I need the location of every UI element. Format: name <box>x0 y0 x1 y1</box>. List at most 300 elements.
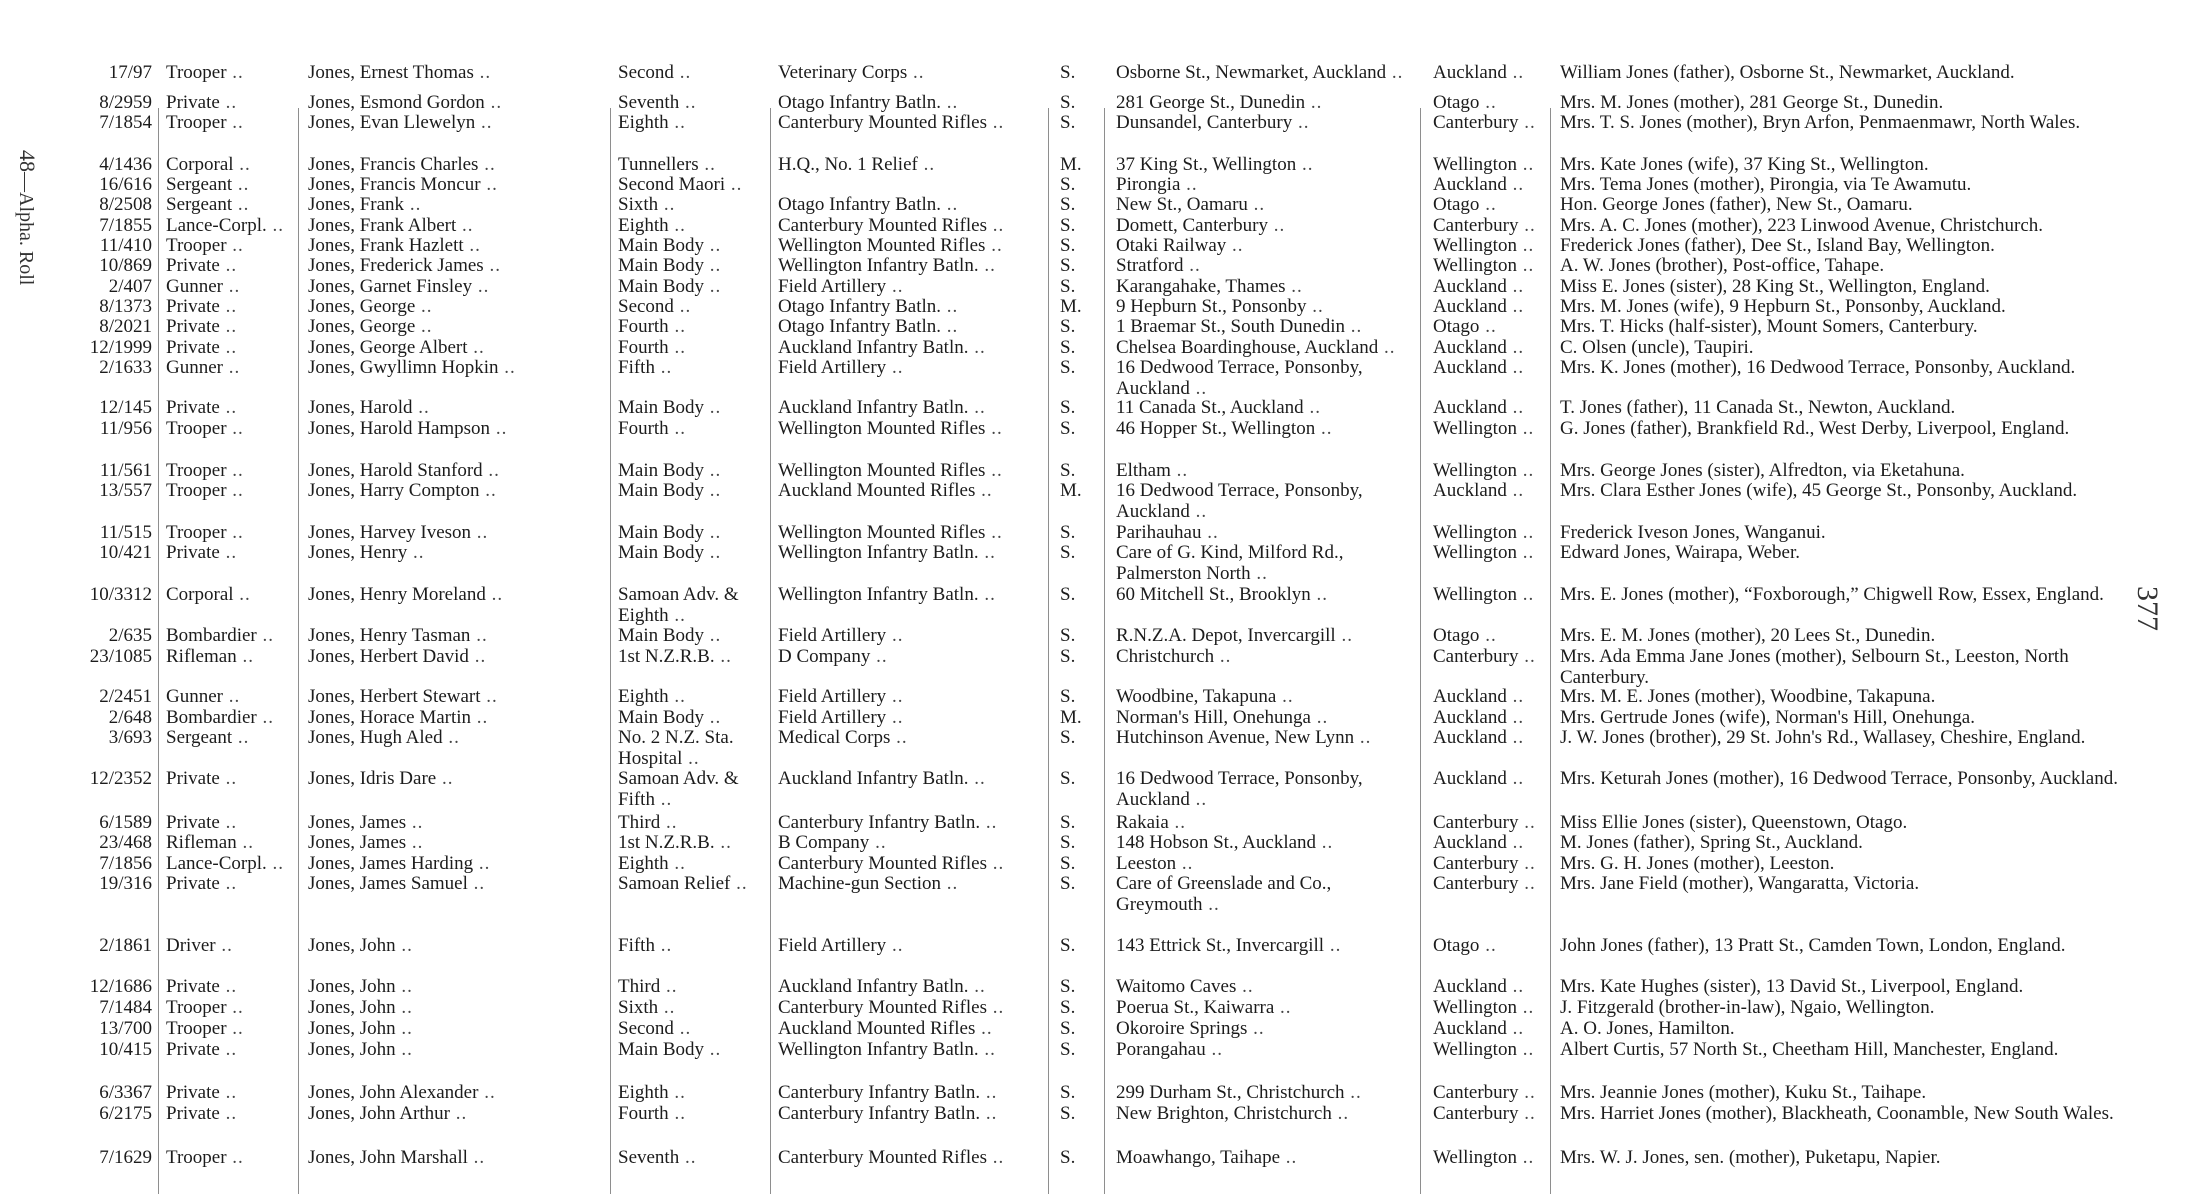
district: Otago .. <box>1433 92 1497 113</box>
last-address: 16 Dedwood Terrace, Ponsonby, Auckland .. <box>1116 768 1416 810</box>
unit: Canterbury Infantry Batln. .. <box>778 812 997 833</box>
draft: Second .. <box>618 296 691 317</box>
roll-number: 6/3367 <box>99 1082 152 1103</box>
roll-number: 2/1633 <box>99 357 152 378</box>
unit: Canterbury Mounted Rifles .. <box>778 997 1004 1018</box>
last-address: Christchurch .. <box>1116 646 1231 667</box>
marital-status: S. <box>1060 584 1076 605</box>
soldier-name: Jones, Horace Martin .. <box>308 707 488 728</box>
district: Canterbury .. <box>1433 873 1536 894</box>
soldier-name: Jones, John .. <box>308 997 413 1018</box>
next-of-kin: Mrs. E. Jones (mother), “Foxborough,” Chigwell Row, Essex, England. <box>1560 584 2104 605</box>
roll-number: 4/1436 <box>99 154 152 175</box>
next-of-kin: Mrs. George Jones (sister), Alfredton, via Eketahuna. <box>1560 460 1965 481</box>
district: Wellington .. <box>1433 522 1534 543</box>
marital-status: S. <box>1060 357 1076 378</box>
soldier-name: Jones, Henry Moreland .. <box>308 584 503 605</box>
soldier-name: Jones, James Harding .. <box>308 853 490 874</box>
marital-status: S. <box>1060 337 1076 358</box>
draft: Samoan Adv. & Fifth .. <box>618 768 768 810</box>
roll-number: 2/648 <box>108 707 152 728</box>
last-address: 1 Braemar St., South Dunedin .. <box>1116 316 1362 337</box>
soldier-name: Jones, Harold .. <box>308 397 430 418</box>
marital-status: S. <box>1060 997 1076 1018</box>
marital-status: M. <box>1060 296 1082 317</box>
draft: Eighth .. <box>618 112 686 133</box>
draft: Second .. <box>618 1018 691 1039</box>
last-address: Osborne St., Newmarket, Auckland .. <box>1116 62 1416 83</box>
soldier-name: Jones, John Arthur .. <box>308 1103 467 1124</box>
district: Canterbury .. <box>1433 646 1536 667</box>
column-divider <box>770 108 771 1194</box>
rank: Trooper .. <box>166 235 244 256</box>
soldier-name: Jones, Hugh Aled .. <box>308 727 460 748</box>
marital-status: S. <box>1060 1147 1076 1168</box>
rank: Private .. <box>166 542 237 563</box>
draft: Fifth .. <box>618 935 672 956</box>
draft: Eighth .. <box>618 1082 686 1103</box>
district: Wellington .. <box>1433 460 1534 481</box>
district: Auckland .. <box>1433 276 1524 297</box>
roll-number: 8/2508 <box>99 194 152 215</box>
roll-number: 11/561 <box>99 460 152 481</box>
draft: Second Maori .. <box>618 174 742 195</box>
rank: Rifleman .. <box>166 832 254 853</box>
last-address: 9 Hepburn St., Ponsonby .. <box>1116 296 1324 317</box>
soldier-name: Jones, Idris Dare .. <box>308 768 453 789</box>
roll-number: 11/410 <box>99 235 152 256</box>
column-divider <box>1550 108 1551 1194</box>
right-page-number: 377 <box>2131 586 2164 631</box>
district: Auckland .. <box>1433 707 1524 728</box>
rank: Private .. <box>166 873 237 894</box>
rank: Corporal .. <box>166 154 251 175</box>
draft: Main Body .. <box>618 460 721 481</box>
draft: Sixth .. <box>618 997 675 1018</box>
soldier-name: Jones, Harvey Iveson .. <box>308 522 488 543</box>
roll-number: 12/145 <box>99 397 152 418</box>
marital-status: S. <box>1060 460 1076 481</box>
marital-status: S. <box>1060 1082 1076 1103</box>
column-divider <box>1048 108 1049 1194</box>
column-divider <box>610 108 611 1194</box>
draft: Fourth .. <box>618 316 686 337</box>
soldier-name: Jones, John .. <box>308 1039 413 1060</box>
unit: Auckland Mounted Rifles .. <box>778 480 993 501</box>
marital-status: S. <box>1060 873 1076 894</box>
district: Wellington .. <box>1433 997 1534 1018</box>
district: Auckland .. <box>1433 1018 1524 1039</box>
next-of-kin: Mrs. W. J. Jones, sen. (mother), Puketapu, Napier. <box>1560 1147 1941 1168</box>
soldier-name: Jones, Henry .. <box>308 542 424 563</box>
last-address: Rakaia .. <box>1116 812 1186 833</box>
draft: Second .. <box>618 62 691 83</box>
next-of-kin: Miss Ellie Jones (sister), Queenstown, Otago. <box>1560 812 1908 833</box>
last-address: Woodbine, Takapuna .. <box>1116 686 1294 707</box>
last-address: Waitomo Caves .. <box>1116 976 1254 997</box>
marital-status: S. <box>1060 812 1076 833</box>
draft: Fifth .. <box>618 357 672 378</box>
roll-number: 2/407 <box>108 276 152 297</box>
district: Auckland .. <box>1433 62 1524 83</box>
roll-number: 10/421 <box>99 542 152 563</box>
rank: Trooper .. <box>166 112 244 133</box>
next-of-kin: J. Fitzgerald (brother-in-law), Ngaio, Wellington. <box>1560 997 1935 1018</box>
district: Auckland .. <box>1433 832 1524 853</box>
left-page-number: 48 <box>15 150 40 172</box>
roll-number: 10/3312 <box>89 584 152 605</box>
rank: Trooper .. <box>166 1018 244 1039</box>
rank: Trooper .. <box>166 62 244 83</box>
district: Auckland .. <box>1433 174 1524 195</box>
next-of-kin: Mrs. M. Jones (wife), 9 Hepburn St., Ponsonby, Auckland. <box>1560 296 2006 317</box>
marital-status: S. <box>1060 255 1076 276</box>
roll-number: 12/1999 <box>89 337 152 358</box>
soldier-name: Jones, Harold Hampson .. <box>308 418 507 439</box>
next-of-kin: Mrs. T. Hicks (half-sister), Mount Somers, Canterbury. <box>1560 316 1978 337</box>
next-of-kin: A. O. Jones, Hamilton. <box>1560 1018 1735 1039</box>
marital-status: S. <box>1060 625 1076 646</box>
last-address: Stratford .. <box>1116 255 1201 276</box>
rank: Private .. <box>166 768 237 789</box>
last-address: 16 Dedwood Terrace, Ponsonby, Auckland .. <box>1116 357 1416 399</box>
last-address: 37 King St., Wellington .. <box>1116 154 1313 175</box>
roll-number: 2/635 <box>108 625 152 646</box>
rank: Sergeant .. <box>166 194 249 215</box>
next-of-kin: G. Jones (father), Brankfield Rd., West Derby, Liverpool, England. <box>1560 418 2070 439</box>
unit: Canterbury Mounted Rifles .. <box>778 215 1004 236</box>
marital-status: S. <box>1060 174 1076 195</box>
draft: Main Body .. <box>618 625 721 646</box>
draft: 1st N.Z.R.B. .. <box>618 646 732 667</box>
unit: Wellington Infantry Batln. .. <box>778 584 996 605</box>
unit: Medical Corps .. <box>778 727 908 748</box>
rank: Lance-Corpl. .. <box>166 215 284 236</box>
roll-number: 10/415 <box>99 1039 152 1060</box>
unit: Field Artillery .. <box>778 707 903 728</box>
last-address: 46 Hopper St., Wellington .. <box>1116 418 1332 439</box>
soldier-name: Jones, Henry Tasman .. <box>308 625 488 646</box>
next-of-kin: Mrs. Ada Emma Jane Jones (mother), Selbourn St., Leeston, North Canterbury. <box>1560 646 2069 688</box>
last-address: Domett, Canterbury .. <box>1116 215 1285 236</box>
rank: Trooper .. <box>166 460 244 481</box>
soldier-name: Jones, John Alexander .. <box>308 1082 496 1103</box>
unit: Wellington Mounted Rifles .. <box>778 522 1003 543</box>
unit: Canterbury Mounted Rifles .. <box>778 853 1004 874</box>
last-address: New St., Oamaru .. <box>1116 194 1265 215</box>
next-of-kin: Mrs. G. H. Jones (mother), Leeston. <box>1560 853 1835 874</box>
next-of-kin: Mrs. Keturah Jones (mother), 16 Dedwood Terrace, Ponsonby, Auckland. <box>1560 768 2118 789</box>
district: Canterbury .. <box>1433 1082 1536 1103</box>
roll-number: 8/1373 <box>99 296 152 317</box>
district: Wellington .. <box>1433 154 1534 175</box>
unit: Field Artillery .. <box>778 935 903 956</box>
unit: Wellington Mounted Rifles .. <box>778 460 1003 481</box>
rank: Trooper .. <box>166 522 244 543</box>
district: Otago .. <box>1433 625 1497 646</box>
next-of-kin: J. W. Jones (brother), 29 St. John's Rd., Wallasey, Cheshire, England. <box>1560 727 2086 748</box>
rank: Private .. <box>166 976 237 997</box>
district: Canterbury .. <box>1433 1103 1536 1124</box>
last-address: 148 Hobson St., Auckland .. <box>1116 832 1333 853</box>
unit: Field Artillery .. <box>778 686 903 707</box>
roll-number: 6/1589 <box>99 812 152 833</box>
draft: Tunnellers .. <box>618 154 716 175</box>
marital-status: S. <box>1060 1018 1076 1039</box>
last-address: Chelsea Boardinghouse, Auckland .. <box>1116 337 1416 358</box>
marital-status: S. <box>1060 976 1076 997</box>
marital-status: S. <box>1060 853 1076 874</box>
last-address: R.N.Z.A. Depot, Invercargill .. <box>1116 625 1353 646</box>
draft: Main Body .. <box>618 276 721 297</box>
rank: Trooper .. <box>166 480 244 501</box>
next-of-kin: Mrs. M. Jones (mother), 281 George St., Dunedin. <box>1560 92 1944 113</box>
district: Wellington .. <box>1433 235 1534 256</box>
unit: D Company .. <box>778 646 888 667</box>
last-address: Leeston .. <box>1116 853 1193 874</box>
rank: Private .. <box>166 1039 237 1060</box>
unit: Auckland Infantry Batln. .. <box>778 768 986 789</box>
draft: Main Body .. <box>618 707 721 728</box>
marital-status: M. <box>1060 154 1082 175</box>
unit: Auckland Infantry Batln. .. <box>778 976 986 997</box>
marital-status: S. <box>1060 768 1076 789</box>
next-of-kin: Mrs. Harriet Jones (mother), Blackheath, Coonamble, New South Wales. <box>1560 1103 2114 1124</box>
marital-status: S. <box>1060 397 1076 418</box>
last-address: Norman's Hill, Onehunga .. <box>1116 707 1328 728</box>
district: Auckland .. <box>1433 296 1524 317</box>
next-of-kin: Frederick Jones (father), Dee St., Island Bay, Wellington. <box>1560 235 1995 256</box>
district: Wellington .. <box>1433 418 1534 439</box>
rank: Private .. <box>166 397 237 418</box>
next-of-kin: Mrs. A. C. Jones (mother), 223 Linwood Avenue, Christchurch. <box>1560 215 2044 236</box>
soldier-name: Jones, Gwyllimn Hopkin .. <box>308 357 516 378</box>
unit: Otago Infantry Batln. .. <box>778 316 958 337</box>
last-address: Hutchinson Avenue, New Lynn .. <box>1116 727 1371 748</box>
unit: Field Artillery .. <box>778 357 903 378</box>
marital-status: S. <box>1060 62 1076 83</box>
next-of-kin: John Jones (father), 13 Pratt St., Camden Town, London, England. <box>1560 935 2066 956</box>
rank: Corporal .. <box>166 584 251 605</box>
roll-number: 11/515 <box>99 522 152 543</box>
district: Auckland .. <box>1433 976 1524 997</box>
soldier-name: Jones, Francis Moncur .. <box>308 174 498 195</box>
soldier-name: Jones, Frederick James .. <box>308 255 501 276</box>
district: Otago .. <box>1433 316 1497 337</box>
last-address: Eltham .. <box>1116 460 1188 481</box>
rank: Private .. <box>166 316 237 337</box>
column-divider <box>1104 108 1105 1194</box>
next-of-kin: A. W. Jones (brother), Post-office, Tahape. <box>1560 255 1885 276</box>
roll-number: 17/97 <box>108 62 152 83</box>
draft: Eighth .. <box>618 853 686 874</box>
unit: B Company .. <box>778 832 887 853</box>
draft: Eighth .. <box>618 215 686 236</box>
marital-status: S. <box>1060 316 1076 337</box>
rank: Lance-Corpl. .. <box>166 853 284 874</box>
next-of-kin: Edward Jones, Wairapa, Weber. <box>1560 542 1800 563</box>
roll-side-title <box>14 150 40 285</box>
soldier-name: Jones, James Samuel .. <box>308 873 485 894</box>
district: Auckland .. <box>1433 397 1524 418</box>
district: Canterbury .. <box>1433 853 1536 874</box>
unit: Auckland Infantry Batln. .. <box>778 397 986 418</box>
roll-number: 7/1484 <box>99 997 152 1018</box>
next-of-kin: Mrs. K. Jones (mother), 16 Dedwood Terrace, Ponsonby, Auckland. <box>1560 357 2076 378</box>
next-of-kin: Mrs. Jane Field (mother), Wangaratta, Victoria. <box>1560 873 1920 894</box>
next-of-kin: Albert Curtis, 57 North St., Cheetham Hill, Manchester, England. <box>1560 1039 2059 1060</box>
roll-number: 23/468 <box>99 832 152 853</box>
unit: Wellington Infantry Batln. .. <box>778 542 996 563</box>
rank: Bombardier .. <box>166 707 274 728</box>
soldier-name: Jones, James .. <box>308 812 423 833</box>
soldier-name: Jones, George .. <box>308 316 433 337</box>
soldier-name: Jones, John .. <box>308 976 413 997</box>
unit: Auckland Infantry Batln. .. <box>778 337 986 358</box>
unit: H.Q., No. 1 Relief .. <box>778 154 935 175</box>
roll-number: 7/1629 <box>99 1147 152 1168</box>
draft: Third .. <box>618 812 677 833</box>
draft: Seventh .. <box>618 92 696 113</box>
last-address: 143 Ettrick St., Invercargill .. <box>1116 935 1341 956</box>
rank: Private .. <box>166 812 237 833</box>
unit: Field Artillery .. <box>778 276 903 297</box>
last-address: 281 George St., Dunedin .. <box>1116 92 1322 113</box>
last-address: Otaki Railway .. <box>1116 235 1244 256</box>
soldier-name: Jones, Francis Charles .. <box>308 154 496 175</box>
last-address: Karangahake, Thames .. <box>1116 276 1303 297</box>
roll-number: 19/316 <box>99 873 152 894</box>
draft: Main Body .. <box>618 1039 721 1060</box>
soldier-name: Jones, Frank Albert .. <box>308 215 474 236</box>
roll-number: 11/956 <box>99 418 152 439</box>
rank: Rifleman .. <box>166 646 254 667</box>
district: Wellington .. <box>1433 1039 1534 1060</box>
district: Auckland .. <box>1433 727 1524 748</box>
marital-status: S. <box>1060 1103 1076 1124</box>
unit: Wellington Mounted Rifles .. <box>778 235 1003 256</box>
rank: Gunner .. <box>166 357 240 378</box>
next-of-kin: Mrs. Clara Esther Jones (wife), 45 George St., Ponsonby, Auckland. <box>1560 480 2078 501</box>
next-of-kin: Mrs. Tema Jones (mother), Pirongia, via Te Awamutu. <box>1560 174 1972 195</box>
roll-number: 8/2959 <box>99 92 152 113</box>
next-of-kin: Hon. George Jones (father), New St., Oamaru. <box>1560 194 1913 215</box>
roll-number: 7/1854 <box>99 112 152 133</box>
draft: Main Body .. <box>618 522 721 543</box>
roll-title-text: —Alpha. Roll <box>15 172 37 286</box>
district: Auckland .. <box>1433 337 1524 358</box>
unit: Otago Infantry Batln. .. <box>778 92 958 113</box>
draft: Samoan Adv. & Eighth .. <box>618 584 768 626</box>
soldier-name: Jones, Herbert David .. <box>308 646 486 667</box>
last-address: Pirongia .. <box>1116 174 1198 195</box>
district: Wellington .. <box>1433 584 1534 605</box>
rank: Sergeant .. <box>166 174 249 195</box>
marital-status: S. <box>1060 1039 1076 1060</box>
last-address: 60 Mitchell St., Brooklyn .. <box>1116 584 1328 605</box>
soldier-name: Jones, Herbert Stewart .. <box>308 686 498 707</box>
soldier-name: Jones, Harry Compton .. <box>308 480 497 501</box>
last-address: 11 Canada St., Auckland .. <box>1116 397 1321 418</box>
draft: 1st N.Z.R.B. .. <box>618 832 732 853</box>
rank: Private .. <box>166 1082 237 1103</box>
draft: Fourth .. <box>618 1103 686 1124</box>
draft: Main Body .. <box>618 397 721 418</box>
last-address: Moawhango, Taihape .. <box>1116 1147 1297 1168</box>
roll-number: 12/1686 <box>89 976 152 997</box>
unit: Auckland Mounted Rifles .. <box>778 1018 993 1039</box>
next-of-kin: Mrs. Kate Jones (wife), 37 King St., Wellington. <box>1560 154 1929 175</box>
marital-status: S. <box>1060 542 1076 563</box>
soldier-name: Jones, Frank .. <box>308 194 421 215</box>
soldier-name: Jones, George Albert .. <box>308 337 485 358</box>
marital-status: S. <box>1060 646 1076 667</box>
roll-number: 8/2021 <box>99 316 152 337</box>
draft: Main Body .. <box>618 235 721 256</box>
roll-number: 7/1856 <box>99 853 152 874</box>
roll-number: 3/693 <box>108 727 152 748</box>
rank: Sergeant .. <box>166 727 249 748</box>
soldier-name: Jones, Frank Hazlett .. <box>308 235 481 256</box>
soldier-name: Jones, John .. <box>308 1018 413 1039</box>
rank: Trooper .. <box>166 1147 244 1168</box>
unit: Canterbury Infantry Batln. .. <box>778 1082 997 1103</box>
unit: Wellington Infantry Batln. .. <box>778 255 996 276</box>
district: Auckland .. <box>1433 686 1524 707</box>
soldier-name: Jones, Evan Llewelyn .. <box>308 112 493 133</box>
last-address: Porangahau .. <box>1116 1039 1223 1060</box>
district: Auckland .. <box>1433 480 1524 501</box>
unit: Otago Infantry Batln. .. <box>778 194 958 215</box>
unit: Canterbury Mounted Rifles .. <box>778 112 1004 133</box>
roll-number: 16/616 <box>99 174 152 195</box>
district: Wellington .. <box>1433 542 1534 563</box>
column-divider <box>1420 108 1421 1194</box>
next-of-kin: Mrs. Jeannie Jones (mother), Kuku St., Taihape. <box>1560 1082 1927 1103</box>
marital-status: S. <box>1060 215 1076 236</box>
soldier-name: Jones, Harold Stanford .. <box>308 460 500 481</box>
next-of-kin: Mrs. M. E. Jones (mother), Woodbine, Takapuna. <box>1560 686 1936 707</box>
rank: Driver .. <box>166 935 233 956</box>
rank: Trooper .. <box>166 997 244 1018</box>
draft: Eighth .. <box>618 686 686 707</box>
district: Wellington .. <box>1433 255 1534 276</box>
soldier-name: Jones, Ernest Thomas .. <box>308 62 491 83</box>
draft: Seventh .. <box>618 1147 696 1168</box>
draft: Sixth .. <box>618 194 675 215</box>
marital-status: S. <box>1060 194 1076 215</box>
rank: Trooper .. <box>166 418 244 439</box>
marital-status: M. <box>1060 707 1082 728</box>
last-address: New Brighton, Christchurch .. <box>1116 1103 1349 1124</box>
next-of-kin: William Jones (father), Osborne St., Newmarket, Auckland. <box>1560 62 2015 83</box>
roll-number: 13/700 <box>99 1018 152 1039</box>
rank: Private .. <box>166 1103 237 1124</box>
soldier-name: Jones, George .. <box>308 296 433 317</box>
last-address: 16 Dedwood Terrace, Ponsonby, Auckland .. <box>1116 480 1416 522</box>
draft: Fourth .. <box>618 337 686 358</box>
district: Auckland .. <box>1433 357 1524 378</box>
roll-number: 10/869 <box>99 255 152 276</box>
district: Canterbury .. <box>1433 112 1536 133</box>
rank: Private .. <box>166 296 237 317</box>
draft: Main Body .. <box>618 542 721 563</box>
soldier-name: Jones, Garnet Finsley .. <box>308 276 489 297</box>
draft: Fourth .. <box>618 418 686 439</box>
roll-number: 12/2352 <box>89 768 152 789</box>
marital-status: S. <box>1060 522 1076 543</box>
rank: Private .. <box>166 92 237 113</box>
